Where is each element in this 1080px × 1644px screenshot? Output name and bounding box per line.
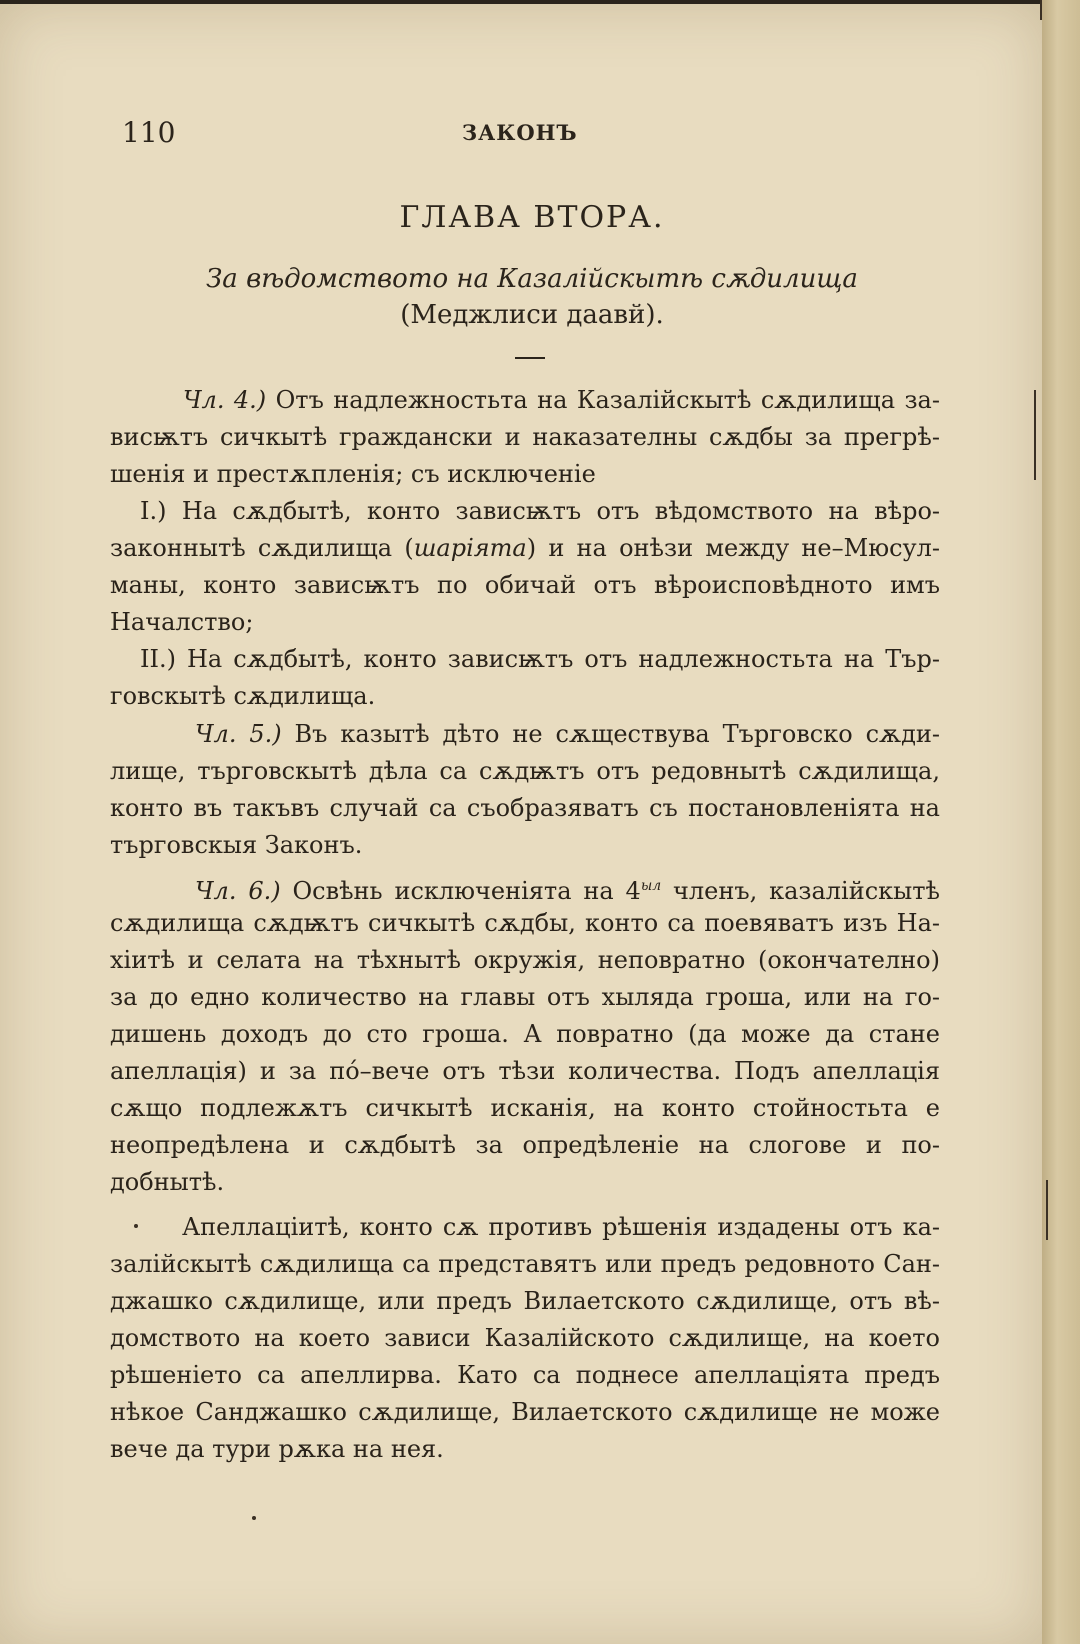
- appeal-paragraph: [110, 1209, 940, 1468]
- text-line: конто въ такъвъ случай са съобразяватъ съ постановленіята на: [110, 794, 940, 822]
- text-line: нѣкое Санджашко сѫдилище, Вилаетското сѫдилище не може: [110, 1398, 940, 1426]
- article-label: Чл. 4.): [183, 386, 267, 414]
- chapter-subtitle: За вѣдомството на Казалійскытѣ сѫдилища: [206, 264, 858, 294]
- article-6: [110, 868, 940, 1201]
- text-line: маны, конто зависѭтъ по обичай отъ вѣроисповѣдното имъ: [110, 571, 940, 599]
- text-line: висѭтъ сичкытѣ граждански и наказателны сѫдбы за прегрѣ-: [110, 423, 940, 451]
- text-line: говскытѣ сѫдилища.: [110, 682, 376, 710]
- text-line: залійскытѣ сѫдилища са представятъ или предъ редовното Сан-: [110, 1250, 940, 1278]
- text-line: рѣшеніето са апеллирва. Като са поднесе апеллаціята предъ: [110, 1361, 940, 1389]
- page-edge: [1042, 0, 1080, 1644]
- running-header: [122, 116, 942, 156]
- chapter-subtitle-note: (Меджлиси даавй).: [400, 300, 664, 330]
- text-line: вече да тури рѫка на нея.: [110, 1435, 444, 1463]
- text-line: II.) На сѫдбытѣ, конто зависѭтъ отъ надлежностьта на Тър-: [140, 645, 940, 673]
- article-label: Чл. 5.): [195, 720, 282, 748]
- ink-speck: [252, 1516, 256, 1520]
- text-line: хіитѣ и селата на тѣхнытѣ окружія, неповратно (окончателно): [110, 946, 940, 974]
- text-line: I.) На сѫдбытѣ, конто зависѭтъ отъ вѣдомството на вѣро-: [140, 497, 940, 525]
- page-crease: [1034, 390, 1036, 480]
- page-crease: [1040, 0, 1042, 20]
- text-line: лище, търговскытѣ дѣла са сѫдѭтъ отъ редовнытѣ сѫдилища,: [110, 757, 940, 785]
- text-line: домството на което зависи Казалійското сѫдилище, на което: [110, 1324, 940, 1352]
- ink-speck: [134, 1224, 138, 1228]
- text-line: сѫдилища сѫдѭтъ сичкытѣ сѫдбы, конто са поевяватъ изъ На-: [110, 909, 940, 937]
- text-line: дишень доходъ до сто гроша. А повратно (да може да стане: [110, 1020, 940, 1048]
- text-line: Чл. 4.) Отъ надлежностьта на Казалійскытѣ сѫдилища за-: [183, 386, 940, 414]
- text-line: за до едно количество на главы отъ хыляда гроша, или на го-: [110, 983, 940, 1011]
- page-number: 110: [122, 116, 176, 149]
- page-crease: [1046, 1180, 1048, 1240]
- text-line: джашко сѫдилище, или предъ Вилаетското сѫдилище, отъ вѣ-: [110, 1287, 940, 1315]
- text-line: шенія и престѫпленія; съ исключеніе: [110, 460, 596, 488]
- text-line: Началство;: [110, 608, 254, 636]
- article-5: [110, 716, 940, 864]
- text-line: Чл. 6.) Освѣнь исключеніята на $4^{ыл}$ членъ, казалійскытѣ: [195, 877, 940, 905]
- text-line: търговскыя Законъ.: [110, 831, 363, 859]
- article-4: [110, 382, 940, 715]
- text-line: сѫщо подлежѫтъ сичкытѣ исканія, на конто стойностьта е: [110, 1094, 940, 1122]
- text-line: добнытѣ.: [110, 1168, 225, 1196]
- running-title: ЗАКОНЪ: [462, 120, 578, 145]
- article-label: Чл. 6.): [195, 877, 281, 905]
- chapter-title: ГЛАВА ВТОРА.: [399, 200, 665, 235]
- text-line: апеллація) и за по́–вече отъ тѣзи количества. Подъ апеллація: [110, 1057, 940, 1085]
- section-rule: [515, 357, 545, 359]
- text-line: Чл. 5.) Въ казытѣ дѣто не сѫществува Търговско сѫди-: [195, 720, 940, 748]
- text-line: Апеллаціитѣ, конто сѫ противъ рѣшенія издадены отъ ка-: [182, 1213, 940, 1241]
- text-line: неопредѣлена и сѫдбытѣ за опредѣленіе на слогове и по-: [110, 1131, 940, 1159]
- text-line: законнытѣ сѫдилища (шаріята) и на онѣзи между не–Мюсул-: [110, 534, 940, 562]
